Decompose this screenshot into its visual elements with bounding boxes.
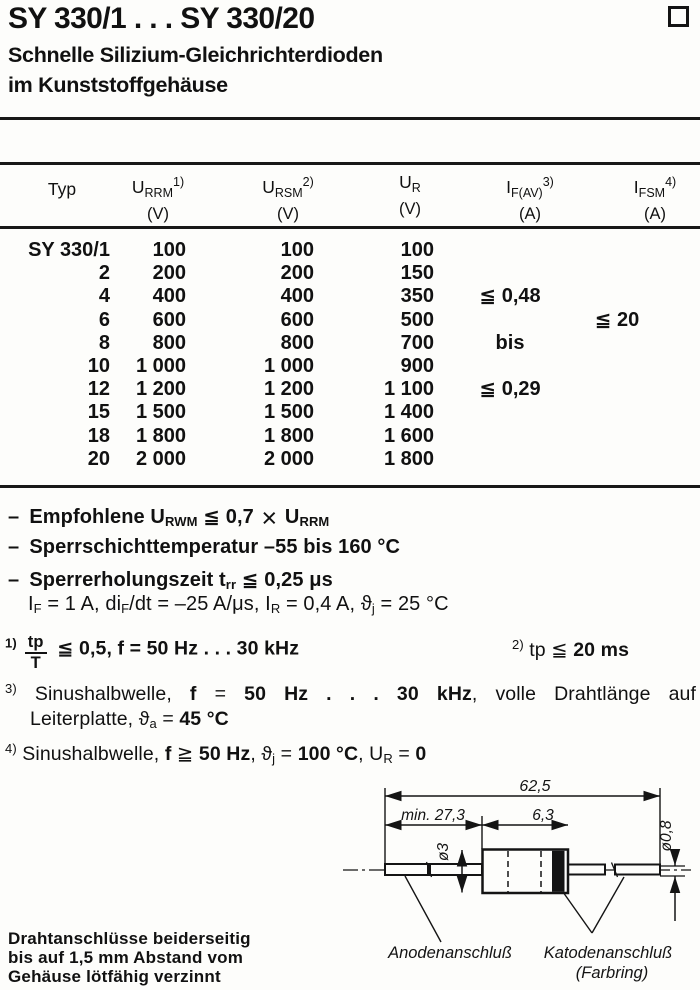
- cell-typ: 10: [87, 354, 110, 377]
- cell-typ: 15: [87, 401, 110, 424]
- header-bottom-rule: [0, 226, 700, 229]
- cell-typ: 2: [98, 262, 110, 285]
- table-header: [0, 172, 700, 226]
- cell-ursm: 200: [280, 262, 314, 285]
- cell-ifsm: ≦ 20: [594, 308, 640, 331]
- cathode-band-label: (Farbring): [575, 964, 649, 982]
- table-top-rule: [0, 162, 700, 165]
- dim-label-lead: min. 27,3: [401, 807, 465, 824]
- cell-ifav: ≦ 0,29: [479, 378, 541, 401]
- cell-ifav: [436, 401, 584, 424]
- cell-typ: 18: [87, 424, 110, 447]
- cell-urrm: 200: [152, 262, 186, 285]
- cell-ur: 100: [400, 239, 434, 261]
- col-header-urrm: $U_{RRM}^{1)}$ (V): [131, 175, 185, 223]
- col-header-typ: Typ: [47, 179, 77, 199]
- corner-checkbox: [668, 6, 689, 27]
- cell-ursm: 1 800: [263, 424, 314, 447]
- cell-ifsm: [584, 355, 700, 378]
- cell-ifav: [436, 262, 584, 285]
- cell-typ: 8: [98, 331, 110, 354]
- cathode-color-band: [552, 851, 565, 892]
- footnote-4: $^{4)}$ Sinushalbwelle, f ≧ 50 Hz, ϑj = 100 °C, UR = 0: [5, 741, 427, 766]
- cell-urrm: 400: [152, 285, 186, 308]
- cell-ursm: 600: [280, 308, 314, 331]
- cell-typ: 4: [98, 285, 110, 308]
- cell-ursm: 1 200: [263, 378, 314, 401]
- cell-ursm: 800: [280, 331, 314, 354]
- cathode-leader-line-1: [563, 892, 592, 933]
- footnote-3-line-2: Leiterplatte, ϑa = 45 °C: [30, 708, 229, 731]
- cell-ursm: 2 000: [263, 447, 314, 470]
- cell-typ: 20: [87, 447, 110, 470]
- cell-urrm: 1 800: [135, 424, 186, 447]
- cell-ifsm: [584, 448, 700, 471]
- subtitle-divider: [0, 117, 700, 120]
- cathode-lead-inner: [568, 865, 605, 875]
- cell-ifsm: [584, 262, 700, 285]
- footnote-2: $^{2)}$ tp ≦ 20 ms: [512, 637, 630, 661]
- cell-ur: 1 800: [383, 447, 434, 470]
- table-row: [0, 448, 700, 471]
- anode-lead-outer: [385, 864, 428, 875]
- table-row: [0, 262, 700, 285]
- cell-ifav: [436, 239, 584, 262]
- cell-urrm: 100: [152, 239, 186, 261]
- cell-ur: 350: [400, 285, 434, 308]
- dim-label-body-dia: ø3: [435, 842, 452, 862]
- cell-ifsm: [584, 401, 700, 424]
- cell-ifsm: [584, 239, 700, 262]
- cell-ursm: 400: [280, 285, 314, 308]
- table-row: [0, 355, 700, 378]
- cell-ur: 500: [400, 308, 434, 331]
- cell-typ: 6: [98, 308, 110, 331]
- cell-ifsm: [584, 285, 700, 308]
- col-header-ifsm: $I_{FSM}^{4)}$ (A): [633, 175, 677, 223]
- cell-ur: 1 400: [383, 401, 434, 424]
- cell-ifav: [436, 448, 584, 471]
- package-outline-drawing: [335, 778, 695, 990]
- col-header-ursm: $U_{RSM}^{2)}$ (V): [262, 175, 314, 223]
- cell-urrm: 600: [152, 308, 186, 331]
- table-bottom-rule: [0, 485, 700, 488]
- cathode-lead-outer: [615, 865, 660, 875]
- table-row: [0, 425, 700, 448]
- cell-urrm: 800: [152, 331, 186, 354]
- cell-ifav: [436, 309, 584, 332]
- cell-ifav: ≦ 0,48: [479, 285, 541, 308]
- cell-ifsm: [584, 378, 700, 401]
- table-body: [0, 239, 700, 471]
- cell-urrm: 1 200: [135, 378, 186, 401]
- table-row: [0, 332, 700, 355]
- dim-label-total: 62,5: [519, 778, 551, 795]
- subtitle-line-2: im Kunststoffgehäuse: [8, 73, 228, 97]
- cell-ifsm: [584, 332, 700, 355]
- cell-typ: 12: [87, 378, 110, 401]
- subtitle-line-1: Schnelle Silizium-Gleichrichterdioden: [8, 43, 383, 67]
- cell-ursm: 1 000: [263, 354, 314, 377]
- dim-label-wire-dia: ø0,8: [658, 820, 675, 852]
- note-recovery-conditions: IF = 1 A, diF/dt = –25 A/μs, IR = 0,4 A, ϑj = 25 °C: [28, 593, 449, 616]
- cell-urrm: 1 500: [135, 401, 186, 424]
- cell-ifsm: [584, 425, 700, 448]
- cell-ur: 1 100: [383, 378, 434, 401]
- anode-terminal-label: Anodenanschluß: [388, 944, 512, 962]
- cell-ifav: [436, 425, 584, 448]
- note-recovery-time: – Sperrerholungszeit trr ≦ 0,25 μs: [8, 569, 333, 592]
- cell-ifav: [436, 355, 584, 378]
- cell-ur: 150: [400, 262, 434, 285]
- page-subtitle: [8, 40, 383, 100]
- table-row: [0, 378, 700, 401]
- caption-line-3: Gehäuse lötfähig verzinnt: [8, 967, 221, 986]
- table-row: [0, 401, 700, 424]
- cell-ur: 700: [400, 331, 434, 354]
- cathode-terminal-label: Katodenanschluß: [543, 944, 673, 962]
- anode-leader-line: [405, 876, 441, 942]
- page-title: SY 330/1 . . . SY 330/20: [8, 2, 315, 35]
- cell-ur: 1 600: [383, 424, 434, 447]
- cell-urrm: 2 000: [135, 447, 186, 470]
- cell-ifav: bis: [495, 331, 525, 354]
- table-row: [0, 309, 700, 332]
- note-junction-temp: – Sperrschichttemperatur –55 bis 160 °C: [8, 536, 401, 558]
- table-row: [0, 285, 700, 308]
- col-header-ur: $U_R$ (V): [399, 172, 421, 218]
- cell-ursm: 1 500: [263, 401, 314, 424]
- table-row: [0, 239, 700, 262]
- cell-urrm: 1 000: [135, 354, 186, 377]
- caption-line-2: bis auf 1,5 mm Abstand vom: [8, 948, 244, 967]
- lead-solder-note: [8, 929, 251, 986]
- note-urwm: – Empfohlene URWM ≦ 0,7 × URRM: [8, 503, 330, 533]
- col-header-ifav: $I_{F(AV)}^{3)}$ (A): [506, 175, 554, 223]
- caption-line-1: Drahtanschlüsse beiderseitig: [8, 929, 251, 948]
- cell-ursm: 100: [280, 239, 314, 261]
- cathode-leader-line-2: [592, 877, 624, 933]
- cell-typ: SY 330/1: [28, 239, 110, 261]
- footnote-1: $^{1)}$ $\frac{tp}{T}$ ≦ 0,5, f = 50 Hz . . . 30 kHz: [5, 633, 300, 673]
- cell-ur: 900: [400, 354, 434, 377]
- footnote-3-line-1: $^{3)}$ Sinushalbwelle, f = 50 Hz . . . 30 kHz, volle Drahtlänge auf: [5, 681, 696, 705]
- dim-label-body: 6,3: [532, 807, 554, 824]
- anode-lead-inner: [430, 864, 482, 875]
